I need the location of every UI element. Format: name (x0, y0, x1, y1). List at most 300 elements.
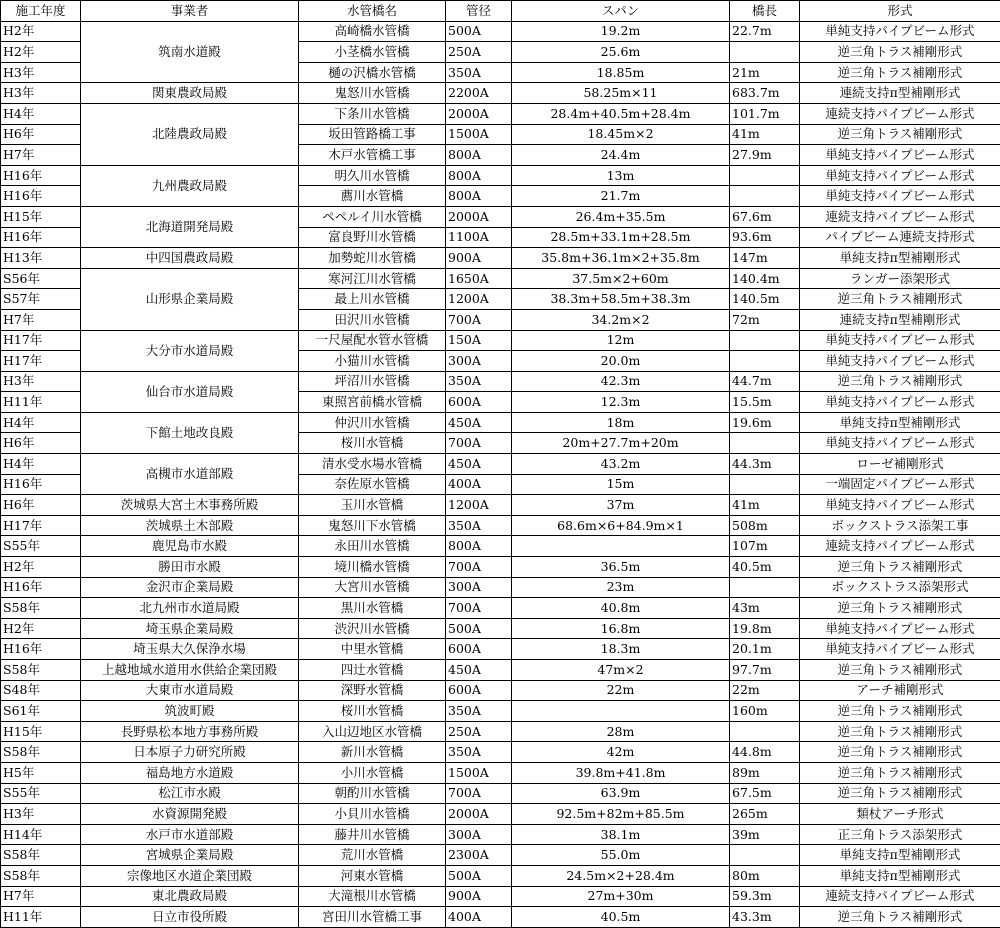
span-cell: 35.8m+36.1m×2+35.8m (512, 248, 730, 269)
year-cell: H16年 (1, 186, 81, 207)
bridge-name-cell: 小川水管橋 (299, 762, 446, 783)
organization-cell: 水戸市水道部殿 (81, 824, 299, 845)
table-body (1, 21, 1000, 927)
year-cell: H16年 (1, 227, 81, 248)
organization-cell: 大分市水道局殿 (81, 330, 299, 371)
length-cell: 27.9m (730, 145, 800, 166)
year-cell: H11年 (1, 907, 81, 928)
table-row (1, 886, 1000, 907)
span-cell: 23m (512, 577, 730, 598)
year-cell: S61年 (1, 701, 81, 722)
length-cell: 40.5m (730, 557, 800, 578)
span-cell: 34.2m×2 (512, 309, 730, 330)
diameter-cell: 300A (446, 824, 512, 845)
length-cell (730, 42, 800, 63)
diameter-cell: 500A (446, 865, 512, 886)
year-cell: S57年 (1, 289, 81, 310)
length-cell: 20.1m (730, 639, 800, 660)
year-cell: H2年 (1, 42, 81, 63)
type-cell: 単純支持パイプビーム形式 (800, 392, 1000, 413)
type-cell: 単純支持π型補剛形式 (800, 248, 1000, 269)
span-cell: 24.5m×2+28.4m (512, 865, 730, 886)
year-cell: H17年 (1, 351, 81, 372)
diameter-cell: 800A (446, 186, 512, 207)
span-cell: 18.85m (512, 62, 730, 83)
organization-cell: 茨城県大宮土木事務所殿 (81, 495, 299, 516)
diameter-cell: 450A (446, 412, 512, 433)
year-cell: S55年 (1, 536, 81, 557)
diameter-cell: 2000A (446, 103, 512, 124)
table-row (1, 206, 1000, 227)
year-cell: H7年 (1, 145, 81, 166)
header-type: 形式 (800, 1, 1000, 22)
bridge-name-cell: 渋沢川水管橋 (299, 618, 446, 639)
span-cell: 37.5m×2+60m (512, 268, 730, 289)
bridge-name-cell: 朝酌川水管橋 (299, 783, 446, 804)
organization-cell: 茨城県土木部殿 (81, 515, 299, 536)
length-cell: 59.3m (730, 886, 800, 907)
diameter-cell: 450A (446, 454, 512, 475)
length-cell: 41m (730, 124, 800, 145)
length-cell: 67.6m (730, 206, 800, 227)
bridge-name-cell: 四辻水管橋 (299, 660, 446, 681)
length-cell (730, 577, 800, 598)
type-cell: 連続支持パイプビーム形式 (800, 536, 1000, 557)
bridge-name-cell: 東照宮前橋水管橋 (299, 392, 446, 413)
span-cell: 92.5m+82m+85.5m (512, 804, 730, 825)
organization-cell: 松江市水殿 (81, 783, 299, 804)
organization-cell: 筑波町殿 (81, 701, 299, 722)
span-cell: 28m (512, 721, 730, 742)
diameter-cell: 400A (446, 474, 512, 495)
diameter-cell: 700A (446, 783, 512, 804)
diameter-cell: 1500A (446, 124, 512, 145)
year-cell: H3年 (1, 804, 81, 825)
bridge-name-cell: 桜川水管橋 (299, 433, 446, 454)
span-cell: 38.1m (512, 824, 730, 845)
diameter-cell: 2000A (446, 206, 512, 227)
length-cell: 265m (730, 804, 800, 825)
type-cell: 連続支持パイプビーム形式 (800, 206, 1000, 227)
table-row (1, 536, 1000, 557)
diameter-cell: 350A (446, 515, 512, 536)
type-cell: 逆三角トラス補剛形式 (800, 371, 1000, 392)
bridge-name-cell: 下条川水管橋 (299, 103, 446, 124)
span-cell: 21.7m (512, 186, 730, 207)
type-cell: 連続支持π型補剛形式 (800, 83, 1000, 104)
bridge-name-cell: 藤井川水管橋 (299, 824, 446, 845)
span-cell: 40.8m (512, 598, 730, 619)
diameter-cell: 800A (446, 536, 512, 557)
bridge-name-cell: 黒川水管橋 (299, 598, 446, 619)
type-cell: ランガー添架形式 (800, 268, 1000, 289)
bridge-name-cell: 小貝川水管橋 (299, 804, 446, 825)
length-cell: 160m (730, 701, 800, 722)
table-row (1, 21, 1000, 42)
organization-cell: 仙台市水道局殿 (81, 371, 299, 412)
year-cell: H16年 (1, 577, 81, 598)
type-cell: 単純支持パイプビーム形式 (800, 433, 1000, 454)
length-cell: 508m (730, 515, 800, 536)
length-cell: 19.8m (730, 618, 800, 639)
span-cell (512, 536, 730, 557)
organization-cell: 関東農政局殿 (81, 83, 299, 104)
type-cell: 逆三角トラス補剛形式 (800, 598, 1000, 619)
length-cell: 43m (730, 598, 800, 619)
table-row (1, 165, 1000, 186)
header-diameter: 管径 (446, 1, 512, 22)
length-cell: 683.7m (730, 83, 800, 104)
diameter-cell: 350A (446, 742, 512, 763)
length-cell: 107m (730, 536, 800, 557)
bridge-name-cell: 玉川水管橋 (299, 495, 446, 516)
diameter-cell: 1650A (446, 268, 512, 289)
type-cell: 逆三角トラス補剛形式 (800, 660, 1000, 681)
diameter-cell: 700A (446, 433, 512, 454)
year-cell: H13年 (1, 248, 81, 269)
bridge-name-cell: 鬼怒川下水管橋 (299, 515, 446, 536)
type-cell: ボックストラス添架形式 (800, 577, 1000, 598)
year-cell: H3年 (1, 62, 81, 83)
length-cell: 43.3m (730, 907, 800, 928)
type-cell: 単純支持パイプビーム形式 (800, 165, 1000, 186)
organization-cell: 中四国農政局殿 (81, 248, 299, 269)
type-cell: ボックストラス添架工事 (800, 515, 1000, 536)
bridge-name-cell: 樋の沢橋水管橋 (299, 62, 446, 83)
table-row (1, 639, 1000, 660)
length-cell: 21m (730, 62, 800, 83)
length-cell: 39m (730, 824, 800, 845)
organization-cell: 勝田市水殿 (81, 557, 299, 578)
header-row (1, 1, 1000, 22)
organization-cell: 九州農政局殿 (81, 165, 299, 206)
diameter-cell: 350A (446, 701, 512, 722)
type-cell: 逆三角トラス補剛形式 (800, 124, 1000, 145)
bridge-name-cell: 境川橋水管橋 (299, 557, 446, 578)
year-cell: H6年 (1, 495, 81, 516)
span-cell: 37m (512, 495, 730, 516)
span-cell: 63.9m (512, 783, 730, 804)
year-cell: S55年 (1, 783, 81, 804)
bridge-name-cell: 中里水管橋 (299, 639, 446, 660)
length-cell: 72m (730, 309, 800, 330)
span-cell: 20m+27.7m+20m (512, 433, 730, 454)
bridge-name-cell: 寒河江川水管橋 (299, 268, 446, 289)
organization-cell: 宗像地区水道企業団殿 (81, 865, 299, 886)
bridge-name-cell: 小茎橋水管橋 (299, 42, 446, 63)
length-cell: 22.7m (730, 21, 800, 42)
diameter-cell: 250A (446, 721, 512, 742)
type-cell: 単純支持パイプビーム形式 (800, 186, 1000, 207)
bridge-name-cell: 坂田管路橋工事 (299, 124, 446, 145)
length-cell: 89m (730, 762, 800, 783)
year-cell: H15年 (1, 206, 81, 227)
diameter-cell: 150A (446, 330, 512, 351)
table-row (1, 845, 1000, 866)
year-cell: S58年 (1, 660, 81, 681)
diameter-cell: 350A (446, 62, 512, 83)
span-cell: 47m×2 (512, 660, 730, 681)
diameter-cell: 700A (446, 557, 512, 578)
length-cell (730, 845, 800, 866)
span-cell: 20.0m (512, 351, 730, 372)
length-cell (730, 165, 800, 186)
organization-cell: 上越地域水道用水供給企業団殿 (81, 660, 299, 681)
table-row (1, 618, 1000, 639)
table-row (1, 557, 1000, 578)
type-cell: 逆三角トラス補剛形式 (800, 762, 1000, 783)
diameter-cell: 800A (446, 165, 512, 186)
diameter-cell: 900A (446, 886, 512, 907)
year-cell: S56年 (1, 268, 81, 289)
bridge-name-cell: 最上川水管橋 (299, 289, 446, 310)
span-cell: 18.3m (512, 639, 730, 660)
bridge-name-cell: 木戸水管橋工事 (299, 145, 446, 166)
year-cell: H16年 (1, 474, 81, 495)
diameter-cell: 500A (446, 21, 512, 42)
bridge-name-cell: 鬼怒川水管橋 (299, 83, 446, 104)
table-row (1, 454, 1000, 475)
year-cell: H15年 (1, 721, 81, 742)
bridge-name-cell: 薦川水管橋 (299, 186, 446, 207)
bridge-name-cell: 坪沼川水管橋 (299, 371, 446, 392)
diameter-cell: 400A (446, 907, 512, 928)
year-cell: H16年 (1, 639, 81, 660)
span-cell: 12m (512, 330, 730, 351)
type-cell: 単純支持π型補剛形式 (800, 412, 1000, 433)
diameter-cell: 600A (446, 680, 512, 701)
span-cell: 28.4m+40.5m+28.4m (512, 103, 730, 124)
year-cell: S48年 (1, 680, 81, 701)
type-cell: アーチ補剛形式 (800, 680, 1000, 701)
span-cell: 26.4m+35.5m (512, 206, 730, 227)
type-cell: 逆三角トラス補剛形式 (800, 701, 1000, 722)
table-row (1, 515, 1000, 536)
length-cell (730, 474, 800, 495)
bridge-name-cell: 深野水管橋 (299, 680, 446, 701)
bridge-name-cell: 加勢蛇川水管橋 (299, 248, 446, 269)
year-cell: H17年 (1, 515, 81, 536)
organization-cell: 日立市役所殿 (81, 907, 299, 928)
type-cell: 逆三角トラス補剛形式 (800, 42, 1000, 63)
year-cell: H2年 (1, 557, 81, 578)
diameter-cell: 800A (446, 145, 512, 166)
type-cell: 連続支持パイプビーム形式 (800, 886, 1000, 907)
organization-cell: 日本原子力研究所殿 (81, 742, 299, 763)
bridge-name-cell: 清水受水場水管橋 (299, 454, 446, 475)
type-cell: 逆三角トラス補剛形式 (800, 62, 1000, 83)
bridge-name-cell: 河東水管橋 (299, 865, 446, 886)
span-cell: 18m (512, 412, 730, 433)
organization-cell: 埼玉県企業局殿 (81, 618, 299, 639)
table-row (1, 598, 1000, 619)
bridge-name-cell: 新川水管橋 (299, 742, 446, 763)
diameter-cell: 350A (446, 371, 512, 392)
organization-cell: 山形県企業局殿 (81, 268, 299, 330)
bridge-name-cell: 大宮川水管橋 (299, 577, 446, 598)
header-organization: 事業者 (81, 1, 299, 22)
year-cell: H3年 (1, 83, 81, 104)
diameter-cell: 300A (446, 351, 512, 372)
span-cell: 40.5m (512, 907, 730, 928)
type-cell: 単純支持パイプビーム形式 (800, 639, 1000, 660)
table-row (1, 701, 1000, 722)
organization-cell: 埼玉県大久保浄水場 (81, 639, 299, 660)
year-cell: H17年 (1, 330, 81, 351)
type-cell: 逆三角トラス補剛形式 (800, 557, 1000, 578)
span-cell: 22m (512, 680, 730, 701)
organization-cell: 福島地方水道殿 (81, 762, 299, 783)
type-cell: 正三角トラス添架形式 (800, 824, 1000, 845)
length-cell: 44.3m (730, 454, 800, 475)
type-cell: 逆三角トラス補剛形式 (800, 783, 1000, 804)
organization-cell: 下館土地改良殿 (81, 412, 299, 453)
span-cell: 27m+30m (512, 886, 730, 907)
table-row (1, 83, 1000, 104)
organization-cell: 北九州市水道局殿 (81, 598, 299, 619)
span-cell (512, 701, 730, 722)
bridge-name-cell: 宮田川水管橋工事 (299, 907, 446, 928)
type-cell: 連続支持パイプビーム形式 (800, 103, 1000, 124)
span-cell: 16.8m (512, 618, 730, 639)
span-cell: 42.3m (512, 371, 730, 392)
table-row (1, 268, 1000, 289)
year-cell: H11年 (1, 392, 81, 413)
length-cell (730, 433, 800, 454)
type-cell: 逆三角トラス補剛形式 (800, 289, 1000, 310)
diameter-cell: 1500A (446, 762, 512, 783)
span-cell: 12.3m (512, 392, 730, 413)
length-cell: 97.7m (730, 660, 800, 681)
diameter-cell: 300A (446, 577, 512, 598)
diameter-cell: 2200A (446, 83, 512, 104)
table-row (1, 783, 1000, 804)
organization-cell: 高槻市水道部殿 (81, 454, 299, 495)
span-cell: 43.2m (512, 454, 730, 475)
organization-cell: 東北農政局殿 (81, 886, 299, 907)
year-cell: H2年 (1, 618, 81, 639)
length-cell: 140.5m (730, 289, 800, 310)
table-row (1, 680, 1000, 701)
bridge-name-cell: 奈佐原水管橋 (299, 474, 446, 495)
header-bridge-name: 水管橋名 (299, 1, 446, 22)
type-cell: 連続支持π型補剛形式 (800, 309, 1000, 330)
diameter-cell: 700A (446, 598, 512, 619)
length-cell: 67.5m (730, 783, 800, 804)
bridge-name-cell: 仲沢川水管橋 (299, 412, 446, 433)
year-cell: H6年 (1, 433, 81, 454)
year-cell: H6年 (1, 124, 81, 145)
span-cell: 25.6m (512, 42, 730, 63)
type-cell: 単純支持パイプビーム形式 (800, 618, 1000, 639)
diameter-cell: 500A (446, 618, 512, 639)
table-row (1, 865, 1000, 886)
span-cell: 19.2m (512, 21, 730, 42)
length-cell: 15.5m (730, 392, 800, 413)
type-cell: 単純支持パイプビーム形式 (800, 351, 1000, 372)
bridge-name-cell: 一尺屋配水管水管橋 (299, 330, 446, 351)
table-row (1, 824, 1000, 845)
diameter-cell: 1100A (446, 227, 512, 248)
length-cell: 147m (730, 248, 800, 269)
year-cell: S58年 (1, 865, 81, 886)
length-cell: 140.4m (730, 268, 800, 289)
organization-cell: 大東市水道局殿 (81, 680, 299, 701)
year-cell: H4年 (1, 103, 81, 124)
header-span: スパン (512, 1, 730, 22)
length-cell (730, 721, 800, 742)
table-row (1, 371, 1000, 392)
organization-cell: 金沢市企業局殿 (81, 577, 299, 598)
diameter-cell: 900A (446, 248, 512, 269)
length-cell (730, 186, 800, 207)
table-row (1, 248, 1000, 269)
diameter-cell: 600A (446, 639, 512, 660)
type-cell: 単純支持パイプビーム形式 (800, 495, 1000, 516)
length-cell: 22m (730, 680, 800, 701)
span-cell: 13m (512, 165, 730, 186)
organization-cell: 宮城県企業局殿 (81, 845, 299, 866)
bridge-name-cell: 田沢川水管橋 (299, 309, 446, 330)
type-cell: 単純支持π型補剛形式 (800, 865, 1000, 886)
diameter-cell: 600A (446, 392, 512, 413)
span-cell: 58.25m×11 (512, 83, 730, 104)
diameter-cell: 1200A (446, 289, 512, 310)
bridge-name-cell: 荒川水管橋 (299, 845, 446, 866)
type-cell: 逆三角トラス補剛形式 (800, 721, 1000, 742)
type-cell: 単純支持パイプビーム形式 (800, 330, 1000, 351)
length-cell: 41m (730, 495, 800, 516)
length-cell: 44.7m (730, 371, 800, 392)
type-cell: ローゼ補剛形式 (800, 454, 1000, 475)
table-row (1, 762, 1000, 783)
type-cell: 逆三角トラス補剛形式 (800, 742, 1000, 763)
table-row (1, 412, 1000, 433)
year-cell: H3年 (1, 371, 81, 392)
diameter-cell: 2300A (446, 845, 512, 866)
bridge-name-cell: 高崎橋水管橋 (299, 21, 446, 42)
table-row (1, 330, 1000, 351)
year-cell: S58年 (1, 742, 81, 763)
header-year: 施工年度 (1, 1, 81, 22)
organization-cell: 水資源開発殿 (81, 804, 299, 825)
organization-cell: 北海道開発局殿 (81, 206, 299, 247)
bridge-name-cell: 入山辺地区水管橋 (299, 721, 446, 742)
type-cell: パイプビーム連続支持形式 (800, 227, 1000, 248)
bridge-name-cell: 小猫川水管橋 (299, 351, 446, 372)
length-cell (730, 351, 800, 372)
organization-cell: 筑南水道殿 (81, 21, 299, 83)
bridge-name-cell: 桜川水管橋 (299, 701, 446, 722)
type-cell: 類杖アーチ形式 (800, 804, 1000, 825)
diameter-cell: 2000A (446, 804, 512, 825)
span-cell: 28.5m+33.1m+28.5m (512, 227, 730, 248)
year-cell: H14年 (1, 824, 81, 845)
organization-cell: 北陸農政局殿 (81, 103, 299, 165)
type-cell: 単純支持パイプビーム形式 (800, 145, 1000, 166)
length-cell: 93.6m (730, 227, 800, 248)
length-cell: 44.8m (730, 742, 800, 763)
span-cell: 55.0m (512, 845, 730, 866)
header-length: 橋長 (730, 1, 800, 22)
diameter-cell: 450A (446, 660, 512, 681)
year-cell: H4年 (1, 454, 81, 475)
organization-cell: 長野県松本地方事務所殿 (81, 721, 299, 742)
year-cell: H16年 (1, 165, 81, 186)
span-cell: 42m (512, 742, 730, 763)
table-row (1, 907, 1000, 928)
length-cell (730, 330, 800, 351)
